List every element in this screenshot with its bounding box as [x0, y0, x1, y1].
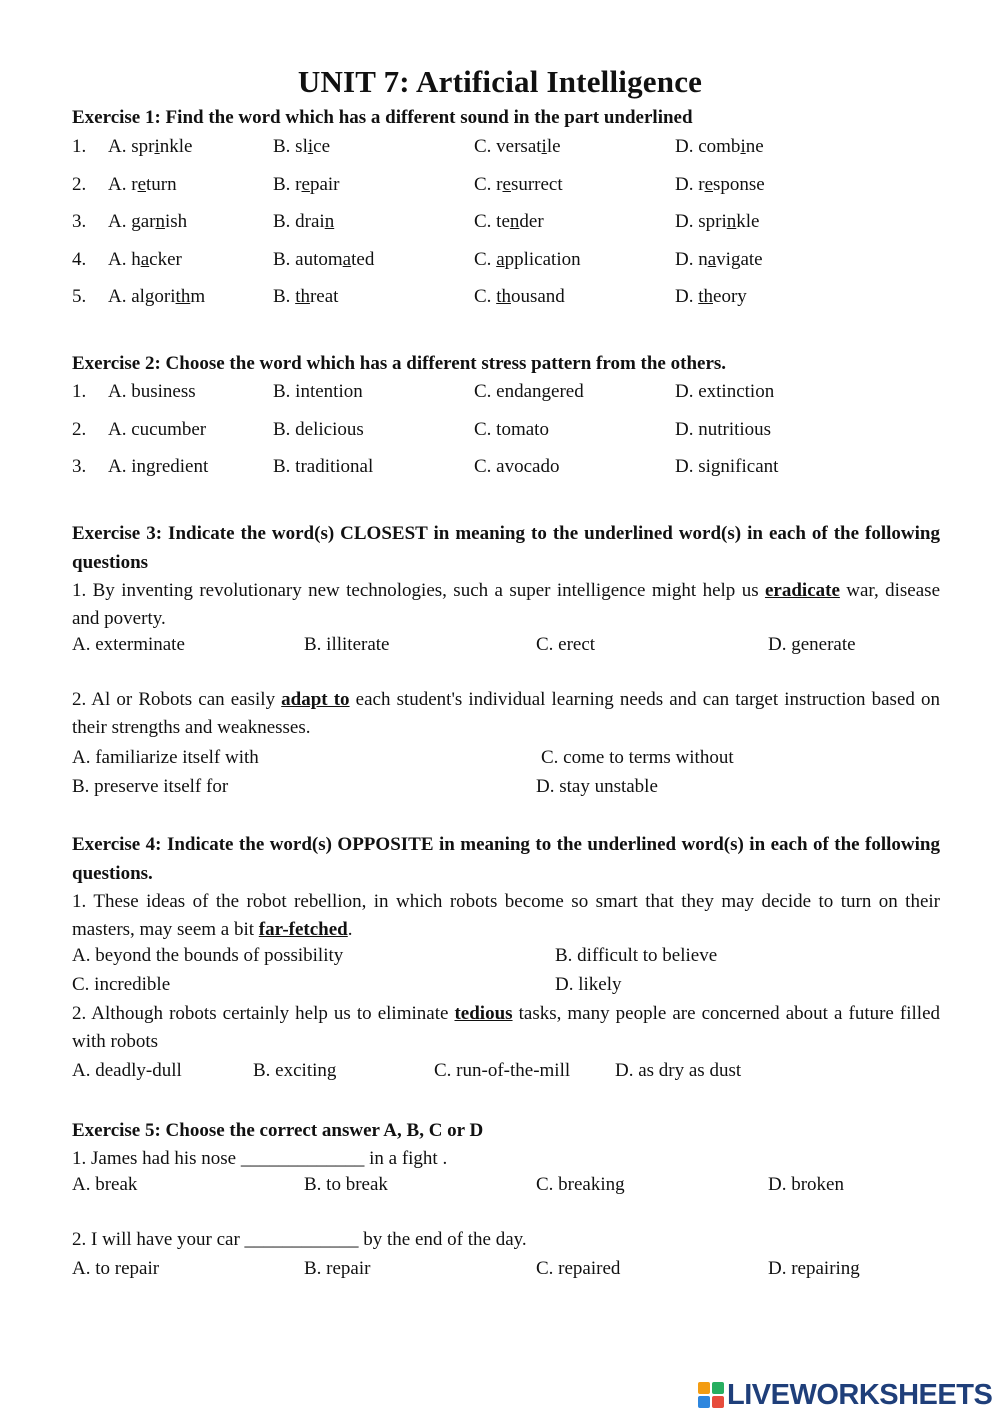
option-a[interactable]	[108, 249, 182, 271]
option-a[interactable]: A. exterminate	[72, 634, 185, 655]
option-d[interactable]	[675, 174, 765, 196]
option-text: B. drai	[273, 211, 325, 232]
exercise-1-heading: Exercise 1: Find the word which has a different sound in the part underlined	[72, 107, 693, 128]
option-text: surrect	[510, 173, 563, 195]
option-b[interactable]: B. preserve itself for	[72, 776, 229, 797]
option-text: kle	[736, 211, 760, 232]
question-text: 2. Al or Robots can easily	[72, 689, 282, 710]
underlined-sound: a	[140, 248, 150, 270]
option-d[interactable]: D. significant	[675, 456, 779, 477]
option-a[interactable]	[108, 174, 177, 196]
exercise-4-heading: Exercise 4: Indicate the word(s) OPPOSITE in meaning to the underlined word(s) in each of the following questions.	[72, 834, 940, 884]
option-d[interactable]: D. likely	[555, 974, 622, 995]
option-text: vigate	[716, 248, 763, 270]
option-d[interactable]: D. generate	[768, 634, 856, 655]
option-text: ce	[313, 136, 331, 157]
underlined-sound: e	[301, 173, 310, 195]
option-a[interactable]: A. ingredient	[108, 456, 209, 477]
option-b[interactable]: B. difficult to believe	[555, 945, 718, 966]
exercise-5-question-1: 1. James had his nose _____________ in a fight .	[72, 1148, 448, 1169]
underlined-sound: n	[324, 211, 335, 232]
option-text: der	[519, 211, 544, 232]
logo-square	[712, 1382, 724, 1394]
question-text: 2. Although robots certainly help us to eliminate	[72, 1003, 455, 1024]
liveworksheets-logo	[698, 1378, 992, 1412]
option-text: cker	[149, 248, 182, 270]
question-number: 2.	[72, 418, 87, 440]
option-a[interactable]: A. deadly-dull	[72, 1060, 182, 1081]
question-number: 1.	[72, 381, 87, 402]
underlined-sound: a	[707, 248, 717, 270]
option-b[interactable]	[273, 136, 330, 158]
option-c[interactable]: C. repaired	[536, 1258, 621, 1279]
option-a[interactable]: A. business	[108, 381, 196, 402]
question-text: war, disease and poverty.	[72, 580, 940, 629]
option-text: D.	[675, 286, 699, 307]
option-b[interactable]: B. exciting	[253, 1060, 337, 1081]
underlined-sound: e	[704, 173, 713, 195]
option-text: sponse	[713, 173, 765, 195]
option-text: D. spri	[675, 211, 727, 232]
underlined-sound: th	[175, 286, 191, 307]
option-text: A. algori	[108, 286, 176, 307]
option-a[interactable]: A. beyond the bounds of possibility	[72, 945, 344, 966]
option-text: B. sl	[273, 136, 308, 157]
option-text: pplication	[504, 248, 581, 270]
option-c[interactable]	[474, 211, 544, 233]
logo-square	[712, 1396, 724, 1408]
option-text: nkle	[159, 136, 193, 157]
question-text: 1. These ideas of the robot rebellion, in which robots become so smart that they may decide to turn on their masters, may seem a bit	[72, 891, 940, 940]
option-text: C. r	[474, 173, 503, 195]
logo-square	[698, 1382, 710, 1394]
option-text: C.	[474, 286, 497, 307]
option-text: ne	[745, 136, 764, 157]
option-c[interactable]: C. tomato	[474, 418, 549, 440]
question-number: 1.	[72, 136, 87, 157]
option-text: ousand	[510, 286, 565, 307]
option-text: A. r	[108, 173, 138, 195]
underlined-sound: th	[698, 286, 714, 307]
underlined-sound: i	[740, 136, 746, 157]
underlined-sound: i	[307, 136, 314, 157]
option-text: D. comb	[675, 136, 741, 157]
exercise-4-question-2	[72, 1000, 940, 1056]
exercise-5-question-2: 2. I will have your car ____________ by the end of the day.	[72, 1229, 527, 1250]
option-c[interactable]: C. come to terms without	[541, 747, 734, 768]
underlined-sound: th	[295, 286, 310, 307]
option-c[interactable]	[474, 174, 563, 196]
option-c[interactable]: C. run-of-the-mill	[434, 1060, 571, 1081]
option-b[interactable]: B. traditional	[273, 456, 374, 477]
question-number: 3.	[72, 456, 87, 477]
exercise-3-question-1	[72, 577, 940, 633]
exercise-4-question-1	[72, 888, 940, 944]
option-a[interactable]	[108, 136, 192, 158]
underlined-keyword: tedious	[454, 1003, 513, 1024]
option-a[interactable]: A. break	[72, 1174, 138, 1195]
option-text: ted	[351, 248, 375, 270]
underlined-keyword: adapt to	[281, 689, 350, 710]
option-text: A. gar	[108, 211, 156, 232]
option-c[interactable]: C. incredible	[72, 974, 171, 995]
option-d[interactable]	[675, 136, 764, 158]
logo-square	[698, 1396, 710, 1408]
option-text: D. n	[675, 248, 708, 270]
option-text: reat	[309, 286, 339, 307]
option-text: le	[546, 136, 561, 157]
question-number: 5.	[72, 286, 87, 307]
underlined-sound: n	[726, 211, 737, 232]
underlined-sound: th	[496, 286, 511, 307]
option-a[interactable]: A. to repair	[72, 1258, 160, 1279]
option-c[interactable]: C. erect	[536, 634, 596, 655]
exercise-3-heading: Exercise 3: Indicate the word(s) CLOSEST in meaning to the underlined word(s) in each of the following questions	[72, 523, 940, 573]
option-d[interactable]: D. repairing	[768, 1258, 860, 1279]
question-number: 2.	[72, 173, 87, 195]
question-text: each student's individual learning needs and can target instruction based on their strengths and weaknesses.	[72, 689, 940, 738]
underlined-sound: e	[137, 173, 146, 195]
option-d[interactable]: D. as dry as dust	[615, 1060, 742, 1081]
option-d[interactable]: D. stay unstable	[536, 776, 658, 797]
option-text: m	[190, 286, 206, 307]
option-d[interactable]: D. nutritious	[675, 418, 772, 440]
underlined-sound: n	[509, 211, 520, 232]
option-a[interactable]: A. cucumber	[108, 418, 207, 440]
option-b[interactable]: B. illiterate	[304, 634, 390, 655]
underlined-sound: n	[155, 211, 165, 232]
option-a[interactable]	[108, 286, 205, 308]
question-text: .	[347, 919, 353, 940]
option-c[interactable]	[474, 249, 581, 271]
option-b[interactable]	[273, 174, 339, 196]
exercise-5-heading: Exercise 5: Choose the correct answer A, B, C or D	[72, 1120, 484, 1141]
option-text: C. te	[474, 211, 510, 232]
option-d[interactable]: D. broken	[768, 1174, 844, 1195]
underlined-sound: i	[154, 136, 160, 157]
question-number: 3.	[72, 211, 87, 232]
option-b[interactable]: B. to break	[304, 1174, 388, 1195]
underlined-sound: a	[496, 248, 505, 270]
option-c[interactable]	[474, 136, 561, 158]
underlined-keyword: far-fetched	[258, 919, 348, 940]
underlined-keyword: eradicate	[764, 580, 840, 601]
underlined-sound: i	[541, 136, 547, 157]
option-d[interactable]	[675, 249, 763, 271]
option-c[interactable]: C. breaking	[536, 1174, 625, 1195]
exercise-3-question-2	[72, 686, 940, 742]
option-b[interactable]: B. intention	[273, 381, 363, 402]
exercise-2-heading: Exercise 2: Choose the word which has a different stress pattern from the others.	[72, 353, 727, 374]
option-text: A. h	[108, 248, 141, 270]
worksheet-title: UNIT 7: Artificial Intelligence	[297, 64, 703, 99]
option-text: C. versat	[474, 136, 542, 157]
option-b[interactable]	[273, 211, 334, 233]
question-text: 1. By inventing revolutionary new technologies, such a super intelligence might help us	[72, 580, 765, 601]
option-text: D. r	[675, 173, 705, 195]
option-text: eory	[713, 286, 747, 307]
underlined-sound: e	[502, 173, 511, 195]
option-b[interactable]: B. repair	[304, 1258, 371, 1279]
logo-text: LIVEWORKSHEETS	[727, 1378, 993, 1411]
option-d[interactable]	[675, 286, 747, 308]
option-a[interactable]	[108, 211, 187, 233]
option-b[interactable]: B. delicious	[273, 418, 364, 440]
option-text: turn	[146, 173, 177, 195]
option-b[interactable]	[273, 286, 338, 308]
option-text: B. autom	[273, 248, 343, 270]
option-c[interactable]: C. avocado	[474, 456, 560, 477]
option-d[interactable]: D. extinction	[675, 381, 775, 402]
question-number: 4.	[72, 248, 87, 270]
option-c[interactable]	[474, 286, 565, 308]
option-d[interactable]	[675, 211, 759, 233]
option-b[interactable]	[273, 249, 374, 271]
option-text: B.	[273, 286, 296, 307]
option-text: B. r	[273, 173, 302, 195]
question-text: tasks, many people are concerned about a future filled with robots	[72, 1003, 941, 1052]
option-text: A. spr	[108, 136, 155, 157]
logo-squares-icon	[698, 1382, 724, 1408]
option-text: pair	[309, 173, 340, 195]
option-text: ish	[164, 211, 188, 232]
underlined-sound: a	[342, 248, 352, 270]
option-a[interactable]: A. familiarize itself with	[72, 747, 259, 768]
option-c[interactable]: C. endangered	[474, 381, 584, 402]
option-text: C.	[474, 248, 497, 270]
